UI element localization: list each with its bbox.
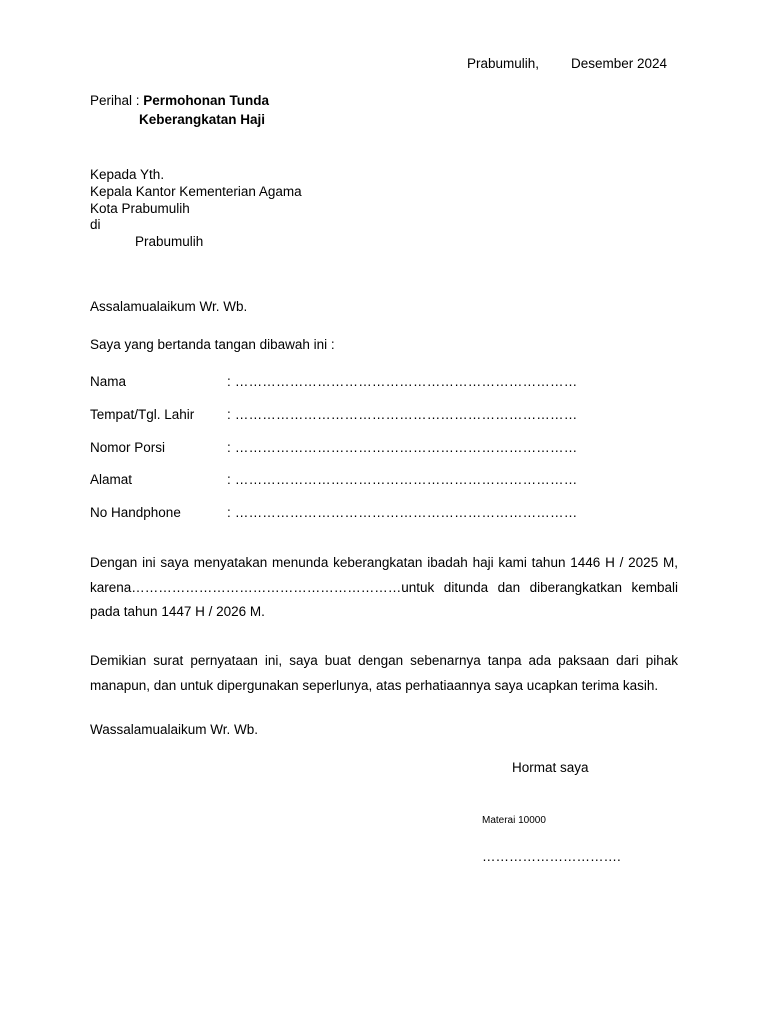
letter-date: Desember 2024 (571, 56, 668, 71)
statement-line-3: pada tahun 1447 H / 2026 M. (90, 604, 265, 619)
subject-label: Perihal : (90, 93, 140, 108)
form-label-nama: Nama (90, 374, 127, 389)
closing-line-1: Demikian surat pernyataan ini, saya buat dengan sebenarnya tanpa ada paksaan dari pihak (90, 653, 678, 668)
form-label-tempat-tgl-lahir: Tempat/Tgl. Lahir (90, 407, 195, 422)
signature-line: …………………………. (482, 849, 621, 864)
closing-paragraph (90, 649, 678, 698)
recipient-city: Kota Prabumulih (90, 201, 190, 216)
form-value-nomor-porsi: : ………………………………………………………………… (227, 440, 578, 455)
subject-title: Permohonan Tunda (143, 93, 270, 108)
statement-line-2: karena……………………………………………………untuk ditunda dan diberangkatkan kembali (90, 579, 678, 595)
recipient-location: Prabumulih (135, 234, 204, 249)
statement-paragraph (90, 551, 678, 625)
subject-title-continued: Keberangkatan Haji (139, 112, 266, 127)
closing-greeting: Wassalamualaikum Wr. Wb. (90, 722, 259, 737)
form-value-nama: : ………………………………………………………………… (227, 374, 578, 389)
recipient-office: Kepala Kantor Kementerian Agama (90, 184, 302, 199)
statement-line-1: Dengan ini saya menyatakan menunda keberangkatan ibadah haji kami tahun 1446 H / 2025 M, (90, 555, 678, 570)
recipient-salutation: Kepada Yth. (90, 167, 165, 182)
intro-statement: Saya yang bertanda tangan dibawah ini : (90, 337, 335, 352)
recipient-preposition: di (90, 217, 101, 232)
form-label-nomor-porsi: Nomor Porsi (90, 440, 166, 455)
stamp-duty-label: Materai 10000 (482, 815, 546, 826)
opening-greeting: Assalamualaikum Wr. Wb. (90, 299, 248, 314)
form-value-tempat-tgl-lahir: : ………………………………………………………………… (227, 407, 578, 422)
form-label-no-handphone: No Handphone (90, 505, 181, 520)
closing-line-2: manapun, dan untuk dipergunakan seperlunya, atas perhatiaannya saya ucapkan terima kasih. (90, 677, 659, 693)
form-value-no-handphone: : ………………………………………………………………… (227, 505, 578, 520)
signature-regards: Hormat saya (512, 760, 589, 775)
form-label-alamat: Alamat (90, 472, 133, 487)
letter-place: Prabumulih, (467, 56, 540, 71)
subject-line (90, 93, 269, 108)
form-value-alamat: : ………………………………………………………………… (227, 472, 578, 487)
